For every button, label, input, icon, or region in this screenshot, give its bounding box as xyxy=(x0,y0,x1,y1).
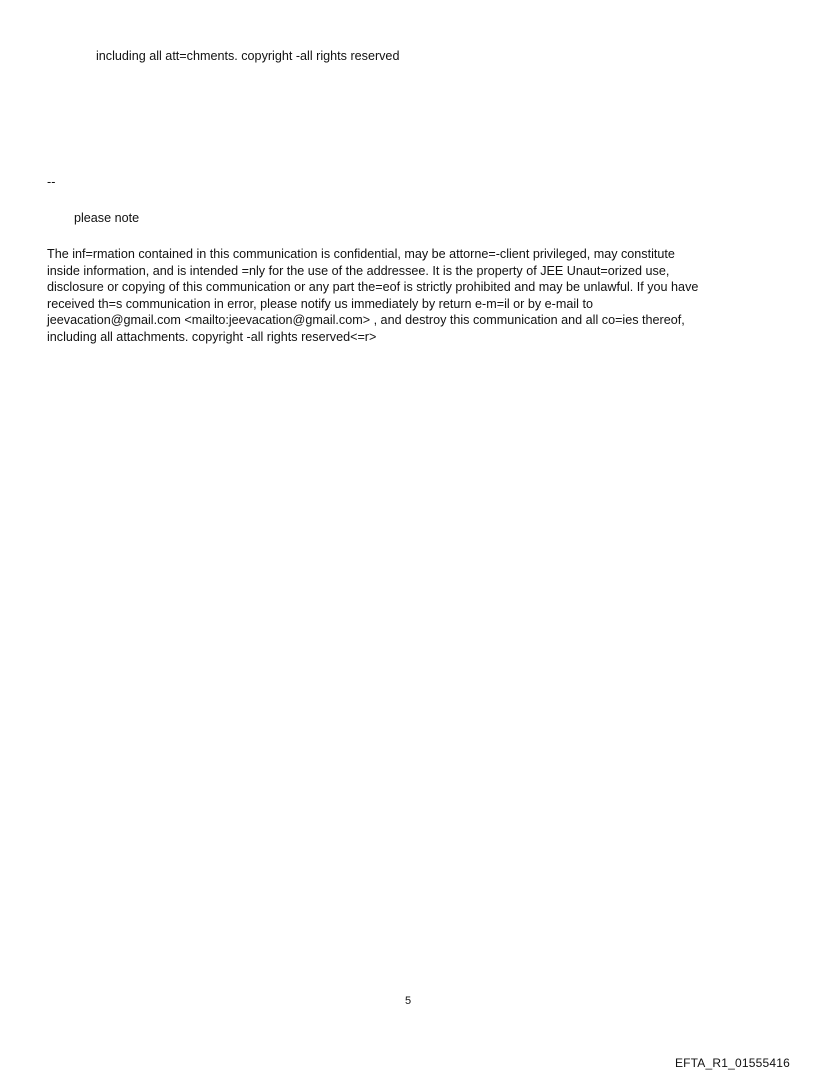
notice-line: jeevacation@gmail.com <mailto:jeevacation@gmail.com> , and destroy this communication and all co=ies thereof, xyxy=(47,313,685,327)
notice-line: disclosure or copying of this communication or any part the=eof is strictly prohibited and may be unlawful. If you have xyxy=(47,280,699,294)
quoted-attachment-line: including all att=chments. copyright -all rights reserved xyxy=(96,49,400,63)
confidentiality-notice xyxy=(47,246,787,345)
bates-number: EFTA_R1_01555416 xyxy=(674,1056,790,1070)
signature-separator: -- xyxy=(47,175,56,189)
notice-line: including all attachments. copyright -all rights reserved<=r> xyxy=(47,329,377,344)
notice-line: received th=s communication in error, please notify us immediately by return e-m=il or by e-mail to xyxy=(47,296,593,311)
notice-line: The inf=rmation contained in this communication is confidential, may be attorne=-client privileged, may constitute xyxy=(47,247,675,261)
notice-line: inside information, and is intended =nly for the use of the addressee. It is the property of JEE Unaut=orized use, xyxy=(47,263,670,278)
please-note-heading: please note xyxy=(74,211,140,225)
page-number: 5 xyxy=(404,995,412,1007)
